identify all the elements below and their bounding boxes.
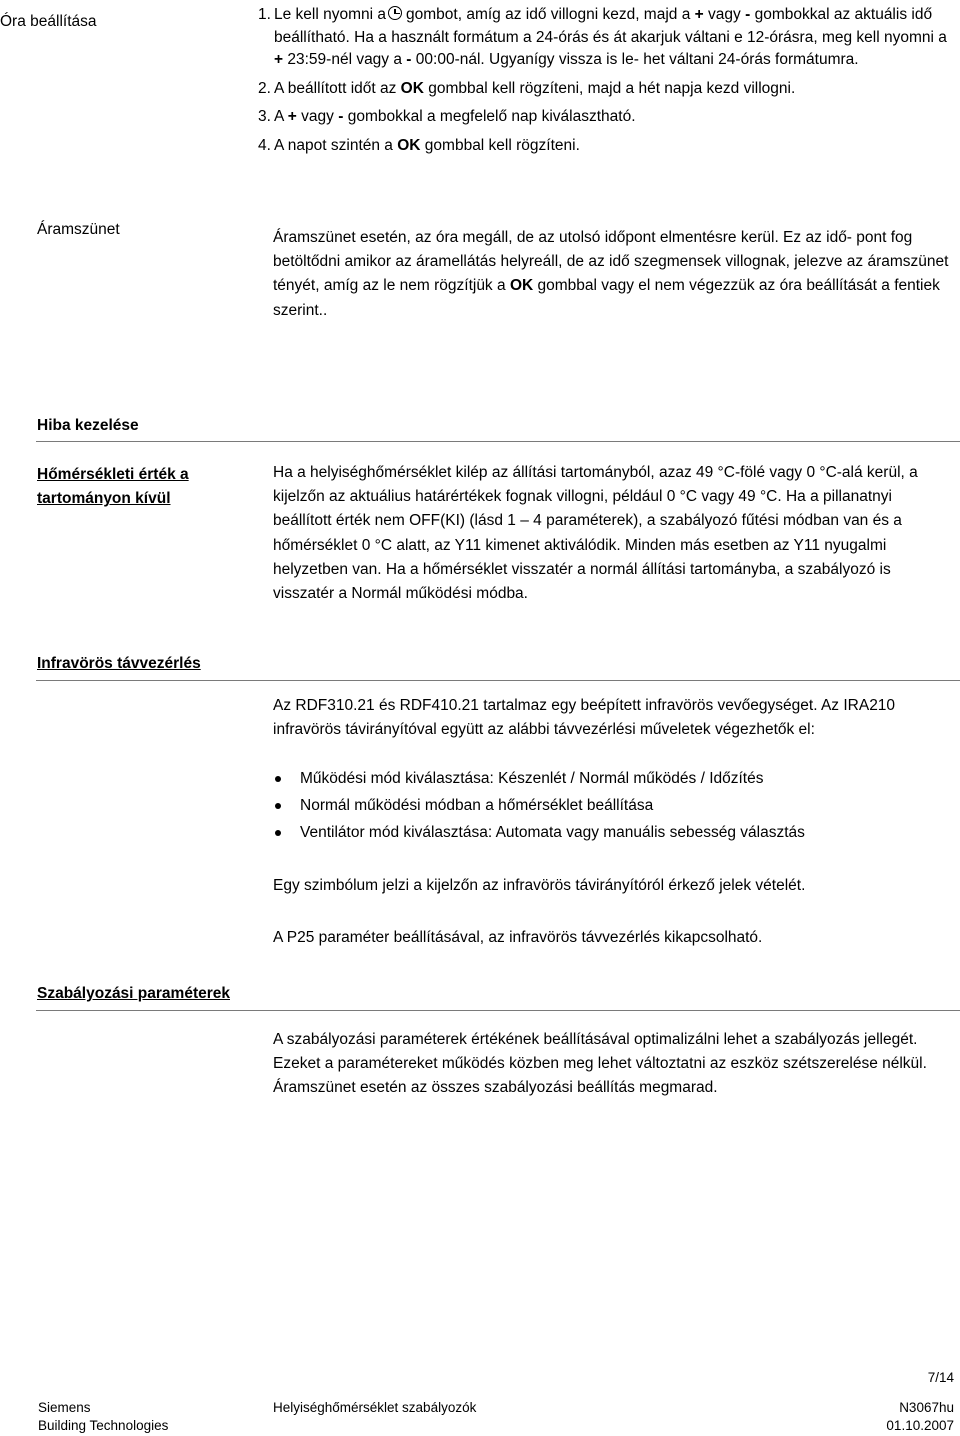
divider xyxy=(36,1010,960,1011)
clock-icon xyxy=(388,6,402,20)
divider xyxy=(36,680,960,681)
temperature-range-paragraph: Ha a helyiséghőmérséklet kilép az állítási tartományból, azaz 49 °C-fölé vagy 0 °C-alá kerül, a kijelzőn az aktuálius határértékek fognak villogni, például 0 °C vagy 49 °C. Ha a pillanatnyi beállított érték nem OFF(KI) (lásd 1 – 4 paraméterek), a szabályozó fűtési módban van és a hőmérséklet 0 °C alatt, az Y11 kimenet aktiválódik. Minden más esetben az Y11 nyugalmi helyzetben van. Ha a hőmérséklet visszatér a normál állítási tartományba, a szabályozó is visszatér a Normál működési módba. xyxy=(273,464,918,603)
clock-step-3: 3. A + vagy - gombokkal a megfelelő nap kiválasztható. xyxy=(258,108,636,125)
section-label-power-failure: Áramszünet xyxy=(37,221,120,238)
control-parameters-paragraph: A szabályozási paraméterek értékének beállításával optimalizálni lehet a szabályozás jellegét. Ezeket a paramétereket működés közben meg lehet változtatni az eszköz szétszerelése nélkül. Áramszünet esetén az összes szabályozási beállítás megmarad. xyxy=(273,1031,927,1097)
footer-company: Siemens Building Technologies xyxy=(38,1400,169,1433)
list-item: Ventilátor mód kiválasztása: Automata vagy manuális sebesség választás xyxy=(273,822,953,849)
divider xyxy=(36,441,960,442)
heading-control-parameters: Szabályozási paraméterek xyxy=(37,985,230,1002)
clock-step-4: 4. A napot szintén a OK gombbal kell rögzíteni. xyxy=(258,136,580,154)
footer-product: Helyiséghőmérséklet szabályozók xyxy=(273,1400,477,1415)
clock-step-1: 1. Le kell nyomni a gombot, amíg az idő villogni kezd, majd a + vagy - gombokkal az aktuális idő beállítható. Ha a használt formátum a 24-órás és át akarjuk váltani e 12-órásra, meg kell nyomni a + 23:59-nél vagy a - 00:00-nál. Ugyanígy vissza is le- het váltani 24-órás formátumra. xyxy=(258,6,947,68)
infrared-symbol-paragraph: Egy szimbólum jelzi a kijelzőn az infravörös távirányítóról érkező jelek vételét. xyxy=(273,877,806,894)
list-item: Működési mód kiválasztása: Készenlét / Normál működés / Időzítés xyxy=(273,768,953,795)
heading-error-handling: Hiba kezelése xyxy=(37,417,139,434)
infrared-intro-paragraph: Az RDF310.21 és RDF410.21 tartalmaz egy beépített infravörös vevőegységet. Az IRA210 infravörös távirányítóval együtt az alábbi távvezérlési műveletek végezhetők el: xyxy=(273,697,896,739)
power-failure-paragraph: Áramszünet esetén, az óra megáll, de az utolsó időpont elmentésre kerül. Ez az idő- pont fog betöltődni amikor az áramellátás helyreáll, de az idő szegmensek villognak, jelezve az áramszünet tényét, amíg az le nem rögzítjük a OK gombbal vagy el nem végezzük az óra beállítását a fentiek szerint.. xyxy=(273,229,949,319)
p25-parameter-paragraph: A P25 paraméter beállításával, az infravörös távvezérlés kikapcsolható. xyxy=(273,929,763,946)
clock-steps-list xyxy=(258,4,958,163)
section-label-clock-setting: Óra beállítása xyxy=(0,13,97,30)
list-item: Normál működési módban a hőmérséklet beállítása xyxy=(273,795,953,822)
infrared-operations-list xyxy=(273,768,953,849)
section-label-temperature-out-of-range: Hőmérsékleti érték a tartományon kívül xyxy=(37,466,189,507)
heading-infrared-remote: Infravörös távvezérlés xyxy=(37,655,201,672)
page-number: 7/14 xyxy=(927,1370,954,1385)
footer-document-info: N3067hu 01.10.2007 xyxy=(886,1400,954,1433)
clock-step-2: 2. A beállított időt az OK gombbal kell rögzíteni, majd a hét napja kezd villogni. xyxy=(258,79,796,97)
